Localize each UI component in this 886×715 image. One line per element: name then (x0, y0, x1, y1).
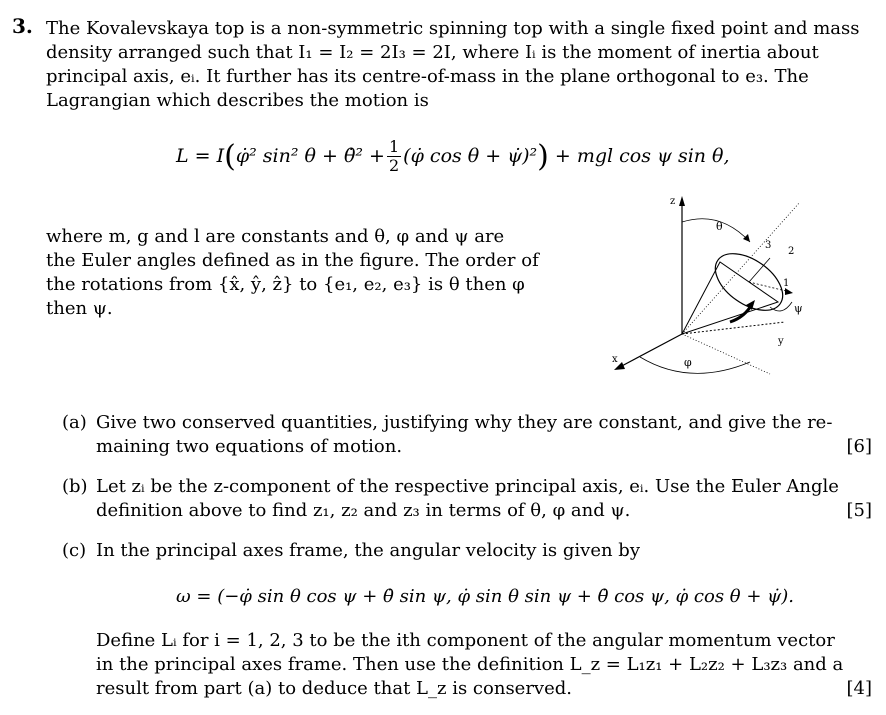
part-c-after-3: result from part (a) to deduce that L_z is conserved. (96, 678, 572, 699)
part-a-marks: [6] (846, 436, 872, 457)
where-line-1: where m, g and l are constants and θ, φ and ψ are (46, 226, 505, 247)
part-a-line-2: maining two equations of motion. (96, 436, 403, 457)
paren-open: ( (224, 138, 236, 174)
part-c-marks: [4] (846, 678, 872, 699)
line-of-nodes (682, 334, 770, 374)
lagrangian-lhs: L = I (176, 145, 225, 167)
label-3: 3 (765, 240, 772, 251)
y-axis (682, 322, 785, 334)
lagrangian-term3: + mgl cos ψ sin θ, (554, 145, 730, 167)
label-psi: ψ (794, 302, 803, 315)
intro-line-4: Lagrangian which describes the motion is (46, 90, 429, 111)
lagrangian-equation (176, 128, 730, 184)
where-line-3: the rotations from {x̂, ŷ, ẑ} to {e₁, e₂, e₃} is θ then φ (46, 274, 525, 295)
part-c-line-1: In the principal axes frame, the angular velocity is given by (96, 540, 640, 561)
part-a-line-1: Give two conserved quantities, justifying why they are constant, and give the re- (96, 412, 833, 433)
label-1: 1 (783, 278, 790, 289)
intro-line-2: density arranged such that I₁ = I₂ = 2I₃ = 2I, where Iᵢ is the moment of inertia about (46, 42, 819, 63)
axis-1-arrow (785, 288, 793, 295)
label-theta: θ (716, 220, 723, 233)
part-c-after-1: Define Lᵢ for i = 1, 2, 3 to be the ith component of the angular momentum vector (96, 630, 835, 651)
part-b-label: (b) (62, 476, 88, 497)
phi-arc (640, 357, 750, 373)
axis-2 (749, 258, 770, 282)
x-axis (618, 334, 682, 368)
paren-close: ) (537, 138, 549, 174)
z-arrow (679, 196, 685, 206)
angular-velocity-equation: ω = (−φ̇ sin θ cos ψ + θ̇ sin ψ, φ̇ sin θ sin ψ + θ̇ cos ψ, φ̇ cos θ + ψ̇). (176, 586, 795, 607)
where-line-2: the Euler angles defined as in the figure. The order of (46, 250, 539, 271)
theta-arrow (743, 234, 750, 242)
intro-line-3: principal axis, eᵢ. It further has its centre-of-mass in the plane orthogonal to e₃. The (46, 66, 809, 87)
part-c-label: (c) (62, 540, 87, 561)
lagrangian-term2: (φ̇ cos θ + ψ̇)² (403, 145, 538, 167)
label-z: z (670, 196, 676, 207)
frac-denominator: 2 (388, 155, 400, 175)
lagrangian-term1: φ̇² sin² θ + θ̇² + (235, 145, 385, 167)
part-b-line-2: definition above to find z₁, z₂ and z₃ in terms of θ, φ and ψ. (96, 500, 631, 521)
part-a-label: (a) (62, 412, 87, 433)
top-cone (682, 262, 778, 334)
where-line-4: then ψ. (46, 298, 113, 319)
part-b-line-1: Let zᵢ be the z-component of the respective principal axis, eᵢ. Use the Euler Angle (96, 476, 839, 497)
question-number: 3. (12, 14, 33, 38)
half-fraction (387, 138, 401, 175)
euler-angle-figure (600, 192, 810, 382)
label-y: y (778, 336, 784, 347)
frac-numerator: 1 (388, 136, 400, 156)
part-c-after-2: in the principal axes frame. Then use the definition L_z = L₁z₁ + L₂z₂ + L₃z₃ and a (96, 654, 844, 675)
label-phi: φ (684, 356, 692, 369)
intro-line-1: The Kovalevskaya top is a non-symmetric spinning top with a single fixed point and mass (46, 18, 860, 39)
part-b-marks: [5] (846, 500, 872, 521)
label-x: x (612, 354, 618, 365)
label-2: 2 (788, 246, 795, 257)
